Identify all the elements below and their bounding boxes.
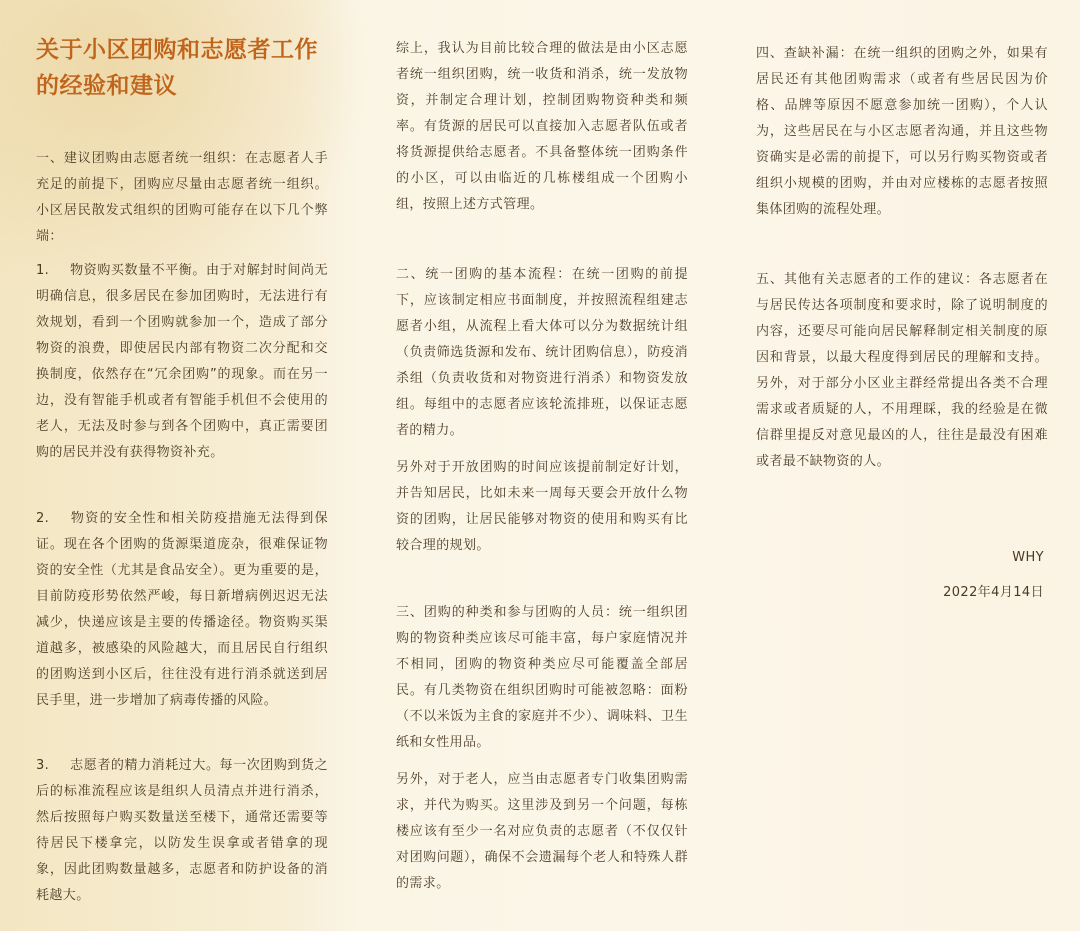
list-item-2-number: 2. — [36, 511, 50, 526]
summary-paragraph: 综上，我认为目前比较合理的做法是由小区志愿者统一组织团购，统一收货和消杀，统一发放物资，并制定合理计划，控制团购物资种类和频率。有货源的居民可以直接加入志愿者队伍或者将货源提供给志愿者。不具备整体统一团购条件的小区，可以由临近的几栋楼组成一个团购小组，按照上述方式管理。 — [396, 41, 688, 212]
date: 2022年4月14日 — [943, 585, 1044, 600]
list-item-3 — [36, 753, 328, 909]
article-title: 关于小区团购和志愿者工作的经验和建议 — [36, 37, 318, 99]
list-item-1-number: 1. — [36, 263, 50, 278]
section-3-additional: 另外，对于老人，应当由志愿者专门收集团购需求，并代为购买。这里涉及到另一个问题，每栋楼应该有至少一名对应负责的志愿者（不仅仅针对团购问题），确保不会遗漏每个老人和特殊人群的需求。 — [396, 772, 688, 891]
list-item-3-text: 志愿者的精力消耗过大。每一次团购到货之后的标准流程应该是组织人员清点并进行消杀，然后按照每户购买数量送至楼下，通常还需要等待居民下楼拿完，以防发生误拿或者错拿的现象，因此团购数量越多，志愿者和防护设备的消耗越大。 — [36, 758, 328, 903]
section-5-paragraph: 五、其他有关志愿者的工作的建议：各志愿者在与居民传达各项制度和要求时，除了说明制度的内容，还要尽可能向居民解释制定相关制度的原因和背景，以最大程度得到居民的理解和支持。另外，对于部分小区业主群经常提出各类不合理需求或者质疑的人，不用理睬，我的经验是在微信群里提反对意见最凶的人，往往是最没有困难或者最不缺物资的人。 — [756, 272, 1048, 469]
section-1-intro: 一、建议团购由志愿者统一组织：在志愿者人手充足的前提下，团购应尽量由志愿者统一组织。小区居民散发式组织的团购可能存在以下几个弊端： — [36, 151, 328, 244]
list-item-1 — [36, 258, 328, 466]
list-item-2-text: 物资的安全性和相关防疫措施无法得到保证。现在各个团购的货源渠道庞杂，很难保证物资的安全性（尤其是食品安全）。更为重要的是，目前防疫形势依然严峻，每日新增病例迟迟无法减少，快递应该是主要的传播途径。物资购买渠道越多，被感染的风险越大，而且居民自行组织的团购送到小区后，往往没有进行消杀就送到居民手里，进一步增加了病毒传播的风险。 — [36, 511, 328, 708]
list-item-1-text: 物资购买数量不平衡。由于对解封时间尚无明确信息，很多居民在参加团购时，无法进行有效规划，看到一个团购就参加一个，造成了部分物资的浪费，即使居民内部有物资二次分配和交换制度，依然存在“冗余团购”的现象。而在另一边，没有智能手机或者有智能手机但不会使用的老人，无法及时参与到各个团购中，真正需要团购的居民并没有获得物资补充。 — [36, 263, 328, 460]
section-4-paragraph: 四、查缺补漏：在统一组织的团购之外，如果有居民还有其他团购需求（或者有些居民因为价格、品牌等原因不愿意参加统一团购），个人认为，这些居民在与小区志愿者沟通，并且这些物资确实是必需的前提下，可以另行购买物资或者组织小规模的团购，并由对应楼栋的志愿者按照集体团购的流程处理。 — [756, 46, 1048, 217]
list-item-2 — [36, 506, 328, 714]
list-item-3-number: 3. — [36, 758, 50, 773]
signature: WHY — [1012, 550, 1044, 565]
section-2-additional: 另外对于开放团购的时间应该提前制定好计划，并告知居民，比如未来一周每天要会开放什么物资的团购，让居民能够对物资的使用和购买有比较合理的规划。 — [396, 460, 688, 553]
section-2-paragraph: 二、统一团购的基本流程：在统一团购的前提下，应该制定相应书面制度，并按照流程组建志愿者小组，从流程上看大体可以分为数据统计组（负责筛选货源和发布、统计团购信息），防疫消杀组（负责收货和对物资进行消杀）和物资发放组。每组中的志愿者应该轮流排班，以保证志愿者的精力。 — [396, 267, 688, 438]
section-3-paragraph: 三、团购的种类和参与团购的人员：统一组织团购的物资种类应该尽可能丰富，每户家庭情况并不相同，团购的物资种类应尽可能覆盖全部居民。有几类物资在组织团购时可能被忽略：面粉（不以米饭为主食的家庭并不少）、调味料、卫生纸和女性用品。 — [396, 605, 688, 750]
